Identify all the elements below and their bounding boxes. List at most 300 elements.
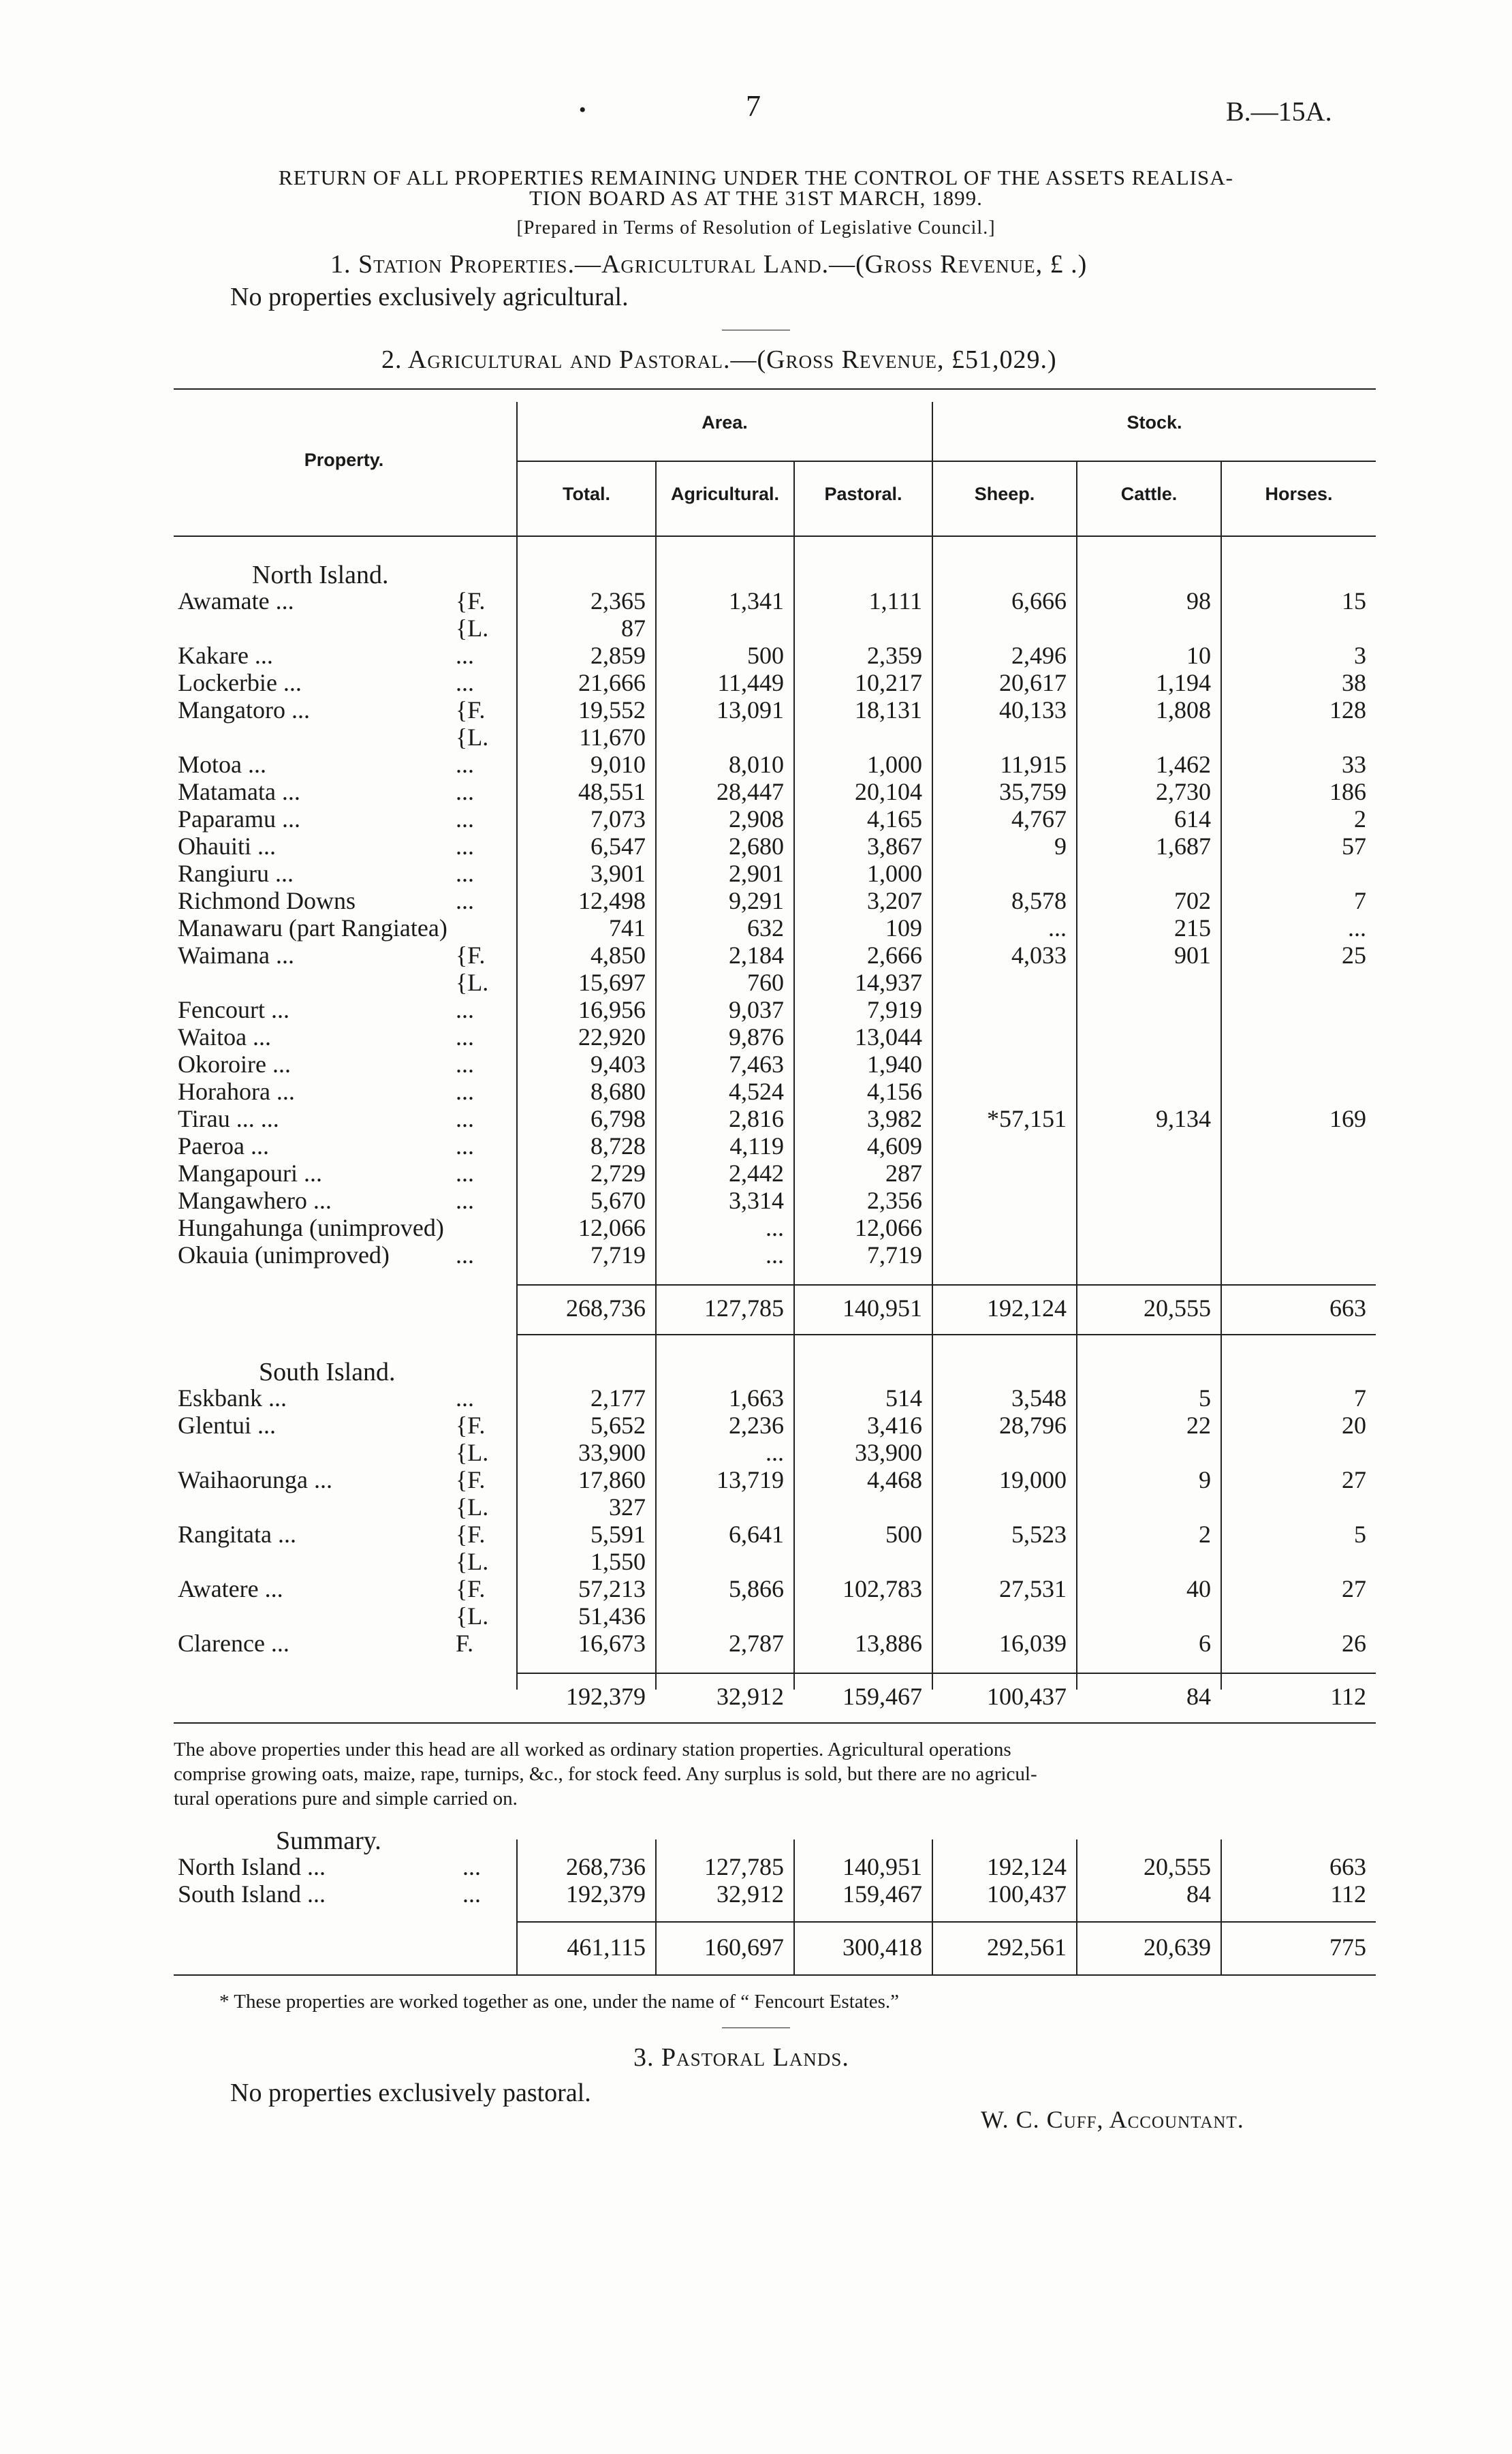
column-cattle: Cattle. bbox=[1120, 484, 1178, 504]
table-row bbox=[174, 1187, 1376, 1214]
cell-horses bbox=[1220, 1023, 1376, 1051]
explanation-line-3: tural operations pure and simple carried on. bbox=[174, 1788, 518, 1810]
table-row bbox=[174, 805, 1376, 833]
cell-total: 6,547 bbox=[590, 833, 646, 860]
cell-pastoral bbox=[793, 615, 932, 642]
cell-mark: {F. bbox=[456, 696, 486, 724]
cell-horses bbox=[1220, 615, 1376, 642]
table-row bbox=[174, 1078, 1376, 1105]
cell-mark: ... bbox=[456, 1160, 474, 1187]
table-row bbox=[174, 914, 1376, 942]
cell-name: Rangiuru ... bbox=[178, 860, 294, 887]
cell-pastoral: 18,131 bbox=[855, 696, 922, 724]
cell-cattle: 2,730 bbox=[1156, 778, 1211, 805]
section-1-note: No properties exclusively agricultural. bbox=[230, 283, 629, 311]
cell-cattle bbox=[1076, 1493, 1220, 1521]
cell-mark: ... bbox=[456, 1023, 474, 1051]
cell-name: Mangawhero ... bbox=[178, 1187, 332, 1214]
cell-pastoral: 3,416 bbox=[867, 1412, 922, 1439]
cell-sheep bbox=[932, 1078, 1076, 1105]
table-row bbox=[174, 1241, 1376, 1269]
cell-horses bbox=[1220, 724, 1376, 751]
cell-sheep: ... bbox=[1048, 914, 1067, 942]
cell-agricultural: 9,876 bbox=[729, 1023, 784, 1051]
cell-total: 8,728 bbox=[590, 1132, 646, 1160]
grand-total-cattle: 20,639 bbox=[1144, 1933, 1211, 1961]
table-row bbox=[174, 615, 1376, 642]
cell-total: 48,551 bbox=[578, 778, 646, 805]
cell-cattle bbox=[1076, 969, 1220, 996]
cell-mark: {L. bbox=[456, 969, 489, 996]
page-reference: B.—15A. bbox=[1226, 96, 1332, 127]
table-row bbox=[174, 696, 1376, 724]
cell-cattle bbox=[1076, 724, 1220, 751]
cell-sheep: 11,915 bbox=[1000, 751, 1067, 778]
north-total-sheep: 192,124 bbox=[987, 1294, 1067, 1322]
table-row bbox=[174, 942, 1376, 969]
cell-name: Clarence ... bbox=[178, 1630, 289, 1657]
south-total-horses: 112 bbox=[1330, 1683, 1366, 1710]
title-line-2: TION BOARD AS AT THE 31ST MARCH, 1899. bbox=[529, 186, 983, 210]
table-row bbox=[174, 860, 1376, 887]
cell-total: 9,010 bbox=[590, 751, 646, 778]
cell-agricultural: 2,901 bbox=[729, 860, 784, 887]
summary-table bbox=[174, 1853, 1376, 1908]
cell-sheep: 19,000 bbox=[999, 1466, 1067, 1493]
column-total: Total. bbox=[563, 484, 610, 504]
cell-total: 5,652 bbox=[590, 1412, 646, 1439]
south-island-total-row bbox=[174, 1683, 1376, 1710]
cell-total: 12,066 bbox=[578, 1214, 646, 1241]
south-total-pastoral: 159,467 bbox=[842, 1683, 922, 1710]
cell-agricultural: 3,314 bbox=[729, 1187, 784, 1214]
grand-total-horses: 775 bbox=[1329, 1933, 1366, 1961]
cell-name bbox=[174, 724, 453, 751]
cell-total: 9,403 bbox=[590, 1051, 646, 1078]
cell-agricultural: 1,341 bbox=[729, 587, 784, 615]
north-total-total: 268,736 bbox=[566, 1294, 646, 1322]
column-agricultural: Agricultural. bbox=[670, 484, 780, 504]
cell-cattle: 9,134 bbox=[1156, 1105, 1211, 1132]
cell-agricultural: 5,866 bbox=[729, 1575, 784, 1602]
cell-pastoral: 102,783 bbox=[842, 1575, 922, 1602]
cell-horses bbox=[1220, 1187, 1376, 1214]
south-total-sheep: 100,437 bbox=[987, 1683, 1067, 1710]
summary-row-south bbox=[174, 1880, 1376, 1908]
summary-grand-total-row bbox=[174, 1933, 1376, 1961]
cell-total: 12,498 bbox=[578, 887, 646, 914]
cell-sheep: 20,617 bbox=[999, 669, 1067, 696]
cell-total: 2,729 bbox=[590, 1160, 646, 1187]
cell-pastoral: 2,666 bbox=[867, 942, 922, 969]
summary-north-horses: 663 bbox=[1329, 1853, 1366, 1880]
cell-sheep bbox=[932, 1602, 1076, 1630]
summary-south-cattle: 84 bbox=[1186, 1880, 1211, 1908]
cell-horses: 57 bbox=[1342, 833, 1366, 860]
cell-sheep: 35,759 bbox=[999, 778, 1067, 805]
cell-name: Kakare ... bbox=[178, 642, 273, 669]
cell-agricultural: 7,463 bbox=[729, 1051, 784, 1078]
cell-mark: F. bbox=[456, 1630, 474, 1657]
cell-name bbox=[174, 969, 453, 996]
cell-mark: ... bbox=[456, 1132, 474, 1160]
summary-north-sheep: 192,124 bbox=[987, 1853, 1067, 1880]
cell-horses: 7 bbox=[1354, 1384, 1366, 1412]
cell-agricultural: 2,680 bbox=[729, 833, 784, 860]
cell-pastoral: 3,982 bbox=[867, 1105, 922, 1132]
cell-pastoral: 1,000 bbox=[867, 751, 922, 778]
cell-mark: {F. bbox=[456, 1575, 486, 1602]
cell-name: Waimana ... bbox=[178, 942, 295, 969]
cell-name: Awatere ... bbox=[178, 1575, 283, 1602]
table-row bbox=[174, 996, 1376, 1023]
cell-name: Awamate ... bbox=[178, 587, 294, 615]
table-row bbox=[174, 1412, 1376, 1439]
cell-pastoral: 2,359 bbox=[867, 642, 922, 669]
summary-north-mark: ... bbox=[462, 1853, 481, 1880]
cell-cattle: 614 bbox=[1174, 805, 1211, 833]
cell-name: Manawaru (part Rangiatea) bbox=[178, 914, 447, 942]
cell-name: Horahora ... bbox=[178, 1078, 295, 1105]
cell-total: 16,956 bbox=[578, 996, 646, 1023]
cell-pastoral: 7,719 bbox=[867, 1241, 922, 1269]
cell-horses bbox=[1220, 1051, 1376, 1078]
cell-total: 5,670 bbox=[590, 1187, 646, 1214]
cell-pastoral: 4,468 bbox=[867, 1466, 922, 1493]
cell-pastoral bbox=[793, 1548, 932, 1575]
grand-total-total: 461,115 bbox=[567, 1933, 646, 1961]
cell-sheep bbox=[932, 860, 1076, 887]
cell-pastoral: 33,900 bbox=[855, 1439, 922, 1466]
cell-total: 327 bbox=[609, 1493, 646, 1521]
cell-agricultural: 6,641 bbox=[729, 1521, 784, 1548]
cell-agricultural bbox=[655, 1493, 793, 1521]
grand-total-pastoral: 300,418 bbox=[842, 1933, 922, 1961]
cell-total: 2,859 bbox=[590, 642, 646, 669]
cell-total: 15,697 bbox=[578, 969, 646, 996]
cell-cattle: 1,462 bbox=[1156, 751, 1211, 778]
cell-agricultural: 2,184 bbox=[729, 942, 784, 969]
cell-agricultural: ... bbox=[766, 1214, 784, 1241]
cell-mark: ... bbox=[456, 778, 474, 805]
cell-name: Waitoa ... bbox=[178, 1023, 272, 1051]
table-row bbox=[174, 833, 1376, 860]
south-total-agricultural: 32,912 bbox=[716, 1683, 784, 1710]
cell-sheep bbox=[932, 996, 1076, 1023]
cell-total: 33,900 bbox=[578, 1439, 646, 1466]
cell-agricultural: 2,236 bbox=[729, 1412, 784, 1439]
summary-south-mark: ... bbox=[462, 1880, 481, 1908]
cell-mark: ... bbox=[456, 887, 474, 914]
cell-total: 5,591 bbox=[590, 1521, 646, 1548]
cell-agricultural: ... bbox=[766, 1241, 784, 1269]
cell-cattle bbox=[1076, 1160, 1220, 1187]
cell-mark: ... bbox=[456, 1105, 474, 1132]
cell-pastoral: 12,066 bbox=[855, 1214, 922, 1241]
summary-south-horses: 112 bbox=[1330, 1880, 1366, 1908]
cell-name: Eskbank ... bbox=[178, 1384, 287, 1412]
cell-name: Ohauiti ... bbox=[178, 833, 276, 860]
cell-agricultural: ... bbox=[766, 1439, 784, 1466]
cell-sheep bbox=[932, 1160, 1076, 1187]
cell-cattle bbox=[1076, 1078, 1220, 1105]
cell-agricultural: 1,663 bbox=[729, 1384, 784, 1412]
cell-agricultural: 760 bbox=[747, 969, 784, 996]
cell-total: 6,798 bbox=[590, 1105, 646, 1132]
cell-horses: 3 bbox=[1354, 642, 1366, 669]
cell-cattle bbox=[1076, 1241, 1220, 1269]
cell-mark: {L. bbox=[456, 1439, 489, 1466]
cell-agricultural: 2,442 bbox=[729, 1160, 784, 1187]
cell-sheep bbox=[932, 969, 1076, 996]
cell-agricultural: 2,787 bbox=[729, 1630, 784, 1657]
cell-cattle: 1,687 bbox=[1156, 833, 1211, 860]
cell-horses bbox=[1220, 1214, 1376, 1241]
summary-south-name: South Island ... bbox=[178, 1880, 326, 1908]
cell-name: Paparamu ... bbox=[178, 805, 300, 833]
explanation-text bbox=[174, 1737, 1376, 1811]
cell-sheep bbox=[932, 1132, 1076, 1160]
cell-horses: 169 bbox=[1329, 1105, 1366, 1132]
explanation-line-2: comprise growing oats, maize, rape, turnips, &c., for stock feed. Any surplus is sold, but there are no agricul- bbox=[174, 1763, 1037, 1785]
cell-mark: ... bbox=[456, 669, 474, 696]
table-row bbox=[174, 969, 1376, 996]
cell-cattle: 40 bbox=[1186, 1575, 1211, 1602]
cell-cattle: 215 bbox=[1174, 914, 1211, 942]
cell-cattle bbox=[1076, 996, 1220, 1023]
cell-agricultural: 13,091 bbox=[716, 696, 784, 724]
table-row bbox=[174, 724, 1376, 751]
summary-heading: Summary. bbox=[276, 1827, 381, 1855]
cell-sheep: 4,033 bbox=[1011, 942, 1067, 969]
cell-cattle bbox=[1076, 1132, 1220, 1160]
table-row bbox=[174, 1023, 1376, 1051]
cell-horses: 38 bbox=[1342, 669, 1366, 696]
cell-agricultural: 28,447 bbox=[716, 778, 784, 805]
table-row bbox=[174, 887, 1376, 914]
cell-mark: ... bbox=[456, 996, 474, 1023]
cell-horses: 27 bbox=[1342, 1466, 1366, 1493]
table-row bbox=[174, 669, 1376, 696]
cell-horses: 5 bbox=[1354, 1521, 1366, 1548]
cell-name: Fencourt ... bbox=[178, 996, 289, 1023]
grand-total-sheep: 292,561 bbox=[987, 1933, 1067, 1961]
cell-agricultural: 13,719 bbox=[716, 1466, 784, 1493]
north-total-horses: 663 bbox=[1329, 1294, 1366, 1322]
cell-mark: {L. bbox=[456, 1493, 489, 1521]
cell-total: 57,213 bbox=[578, 1575, 646, 1602]
grand-total-agricultural: 160,697 bbox=[704, 1933, 784, 1961]
cell-agricultural bbox=[655, 1548, 793, 1575]
cell-cattle: 9 bbox=[1199, 1466, 1211, 1493]
cell-horses bbox=[1220, 969, 1376, 996]
section-1-heading: 1. Station Properties.—Agricultural Land.—(Gross Revenue, £ .) bbox=[330, 250, 1088, 279]
table-row bbox=[174, 1493, 1376, 1521]
cell-total: 22,920 bbox=[578, 1023, 646, 1051]
cell-total: 4,850 bbox=[590, 942, 646, 969]
column-sheep: Sheep. bbox=[974, 484, 1035, 504]
cell-sheep bbox=[932, 1241, 1076, 1269]
cell-mark: {F. bbox=[456, 942, 486, 969]
summary-south-total: 192,379 bbox=[566, 1880, 646, 1908]
cell-pastoral: 1,000 bbox=[867, 860, 922, 887]
cell-agricultural: 2,816 bbox=[729, 1105, 784, 1132]
cell-cattle: 10 bbox=[1186, 642, 1211, 669]
cell-cattle bbox=[1076, 860, 1220, 887]
south-island-table bbox=[174, 1384, 1376, 1657]
cell-horses: 128 bbox=[1329, 696, 1366, 724]
cell-sheep: 3,548 bbox=[1011, 1384, 1067, 1412]
north-island-heading: North Island. bbox=[252, 561, 389, 589]
cell-mark bbox=[453, 914, 516, 942]
cell-sheep: 28,796 bbox=[999, 1412, 1067, 1439]
cell-pastoral: 4,156 bbox=[867, 1078, 922, 1105]
cell-name: Hungahunga (unimproved) bbox=[178, 1214, 444, 1241]
summary-north-pastoral: 140,951 bbox=[842, 1853, 922, 1880]
cell-cattle: 1,194 bbox=[1156, 669, 1211, 696]
cell-name bbox=[174, 1493, 453, 1521]
cell-cattle bbox=[1076, 1214, 1220, 1241]
cell-pastoral: 20,104 bbox=[855, 778, 922, 805]
cell-cattle bbox=[1076, 1023, 1220, 1051]
cell-cattle bbox=[1076, 1051, 1220, 1078]
cell-name: Matamata ... bbox=[178, 778, 300, 805]
cell-mark: ... bbox=[456, 751, 474, 778]
cell-name: Paeroa ... bbox=[178, 1132, 269, 1160]
cell-sheep: 16,039 bbox=[999, 1630, 1067, 1657]
cell-horses bbox=[1220, 1439, 1376, 1466]
cell-total: 741 bbox=[609, 914, 646, 942]
cell-sheep: 27,531 bbox=[999, 1575, 1067, 1602]
cell-pastoral: 7,919 bbox=[867, 996, 922, 1023]
cell-mark: ... bbox=[456, 1384, 474, 1412]
cell-sheep bbox=[932, 1493, 1076, 1521]
cell-horses: 7 bbox=[1354, 887, 1366, 914]
cell-cattle bbox=[1076, 1548, 1220, 1575]
cell-mark: ... bbox=[456, 642, 474, 669]
cell-agricultural: 2,908 bbox=[729, 805, 784, 833]
cell-horses: 20 bbox=[1342, 1412, 1366, 1439]
summary-south-pastoral: 159,467 bbox=[842, 1880, 922, 1908]
cell-agricultural bbox=[655, 615, 793, 642]
cell-horses bbox=[1220, 996, 1376, 1023]
cell-mark: {L. bbox=[456, 1602, 489, 1630]
column-property: Property. bbox=[304, 450, 384, 470]
cell-agricultural: 11,449 bbox=[717, 669, 784, 696]
cell-name bbox=[174, 1602, 453, 1630]
cell-agricultural: 4,119 bbox=[729, 1132, 784, 1160]
table-row bbox=[174, 778, 1376, 805]
cell-cattle: 2 bbox=[1199, 1521, 1211, 1548]
cell-sheep: *57,151 bbox=[987, 1105, 1067, 1132]
section-2-heading: 2. Agricultural and Pastoral.—(Gross Revenue, £51,029.) bbox=[381, 345, 1057, 374]
cell-pastoral: 287 bbox=[885, 1160, 922, 1187]
cell-cattle bbox=[1076, 1602, 1220, 1630]
cell-name: Lockerbie ... bbox=[178, 669, 302, 696]
summary-north-total: 268,736 bbox=[566, 1853, 646, 1880]
table-row bbox=[174, 1214, 1376, 1241]
cell-name: Okauia (unimproved) bbox=[178, 1241, 390, 1269]
cell-cattle bbox=[1076, 1187, 1220, 1214]
cell-sheep: 9 bbox=[1054, 833, 1067, 860]
cell-cattle bbox=[1076, 615, 1220, 642]
column-horses: Horses. bbox=[1265, 484, 1333, 504]
cell-total: 51,436 bbox=[578, 1602, 646, 1630]
table-row bbox=[174, 1439, 1376, 1466]
column-area: Area. bbox=[702, 412, 748, 433]
table-row bbox=[174, 1160, 1376, 1187]
cell-pastoral: 14,937 bbox=[855, 969, 922, 996]
cell-agricultural: 8,010 bbox=[729, 751, 784, 778]
cell-cattle: 22 bbox=[1186, 1412, 1211, 1439]
column-stock: Stock. bbox=[1127, 412, 1182, 433]
cell-agricultural bbox=[655, 724, 793, 751]
cell-mark: ... bbox=[456, 805, 474, 833]
cell-horses bbox=[1220, 1602, 1376, 1630]
table-row bbox=[174, 1466, 1376, 1493]
cell-cattle: 98 bbox=[1186, 587, 1211, 615]
table-row bbox=[174, 1521, 1376, 1548]
north-total-cattle: 20,555 bbox=[1144, 1294, 1211, 1322]
cell-total: 21,666 bbox=[578, 669, 646, 696]
explanation-line-1: The above properties under this head are all worked as ordinary station properties. Agricultural operations bbox=[174, 1739, 1011, 1760]
cell-mark: {F. bbox=[456, 1412, 486, 1439]
prepared-note: [Prepared in Terms of Resolution of Legislative Council.] bbox=[516, 217, 996, 238]
cell-total: 11,670 bbox=[579, 724, 646, 751]
table-row bbox=[174, 751, 1376, 778]
cell-horses bbox=[1220, 860, 1376, 887]
table-row bbox=[174, 642, 1376, 669]
footnote: * These properties are worked together as one, under the name of “ Fencourt Estates.” bbox=[219, 1991, 899, 2013]
cell-agricultural: 9,291 bbox=[729, 887, 784, 914]
cell-mark: ... bbox=[456, 1187, 474, 1214]
cell-name: Tirau ... ... bbox=[178, 1105, 279, 1132]
cell-name: Glentui ... bbox=[178, 1412, 276, 1439]
cell-total: 16,673 bbox=[578, 1630, 646, 1657]
cell-horses bbox=[1220, 1132, 1376, 1160]
cell-mark: {F. bbox=[456, 1466, 486, 1493]
cell-mark: {F. bbox=[456, 587, 486, 615]
table-row bbox=[174, 1630, 1376, 1657]
cell-pastoral: 500 bbox=[885, 1521, 922, 1548]
cell-sheep: 2,496 bbox=[1011, 642, 1067, 669]
signature: W. C. Cuff, Accountant. bbox=[981, 2106, 1244, 2133]
cell-mark: ... bbox=[456, 1051, 474, 1078]
cell-sheep bbox=[932, 1187, 1076, 1214]
summary-north-name: North Island ... bbox=[178, 1853, 326, 1880]
cell-name bbox=[174, 615, 453, 642]
cell-total: 1,550 bbox=[590, 1548, 646, 1575]
cell-total: 7,073 bbox=[590, 805, 646, 833]
cell-cattle: 901 bbox=[1174, 942, 1211, 969]
cell-name bbox=[174, 1439, 453, 1466]
table-row bbox=[174, 1548, 1376, 1575]
cell-mark: ... bbox=[456, 860, 474, 887]
cell-mark: {L. bbox=[456, 615, 489, 642]
cell-total: 87 bbox=[621, 615, 646, 642]
page-number: 7 bbox=[746, 89, 761, 123]
section-3-note: No properties exclusively pastoral. bbox=[230, 2079, 591, 2107]
cell-pastoral: 1,940 bbox=[867, 1051, 922, 1078]
cell-horses: 27 bbox=[1342, 1575, 1366, 1602]
cell-sheep bbox=[932, 1023, 1076, 1051]
cell-agricultural bbox=[655, 1602, 793, 1630]
cell-agricultural: 9,037 bbox=[729, 996, 784, 1023]
cell-mark: ... bbox=[456, 833, 474, 860]
cell-pastoral: 10,217 bbox=[855, 669, 922, 696]
cell-name: Okoroire ... bbox=[178, 1051, 291, 1078]
south-total-cattle: 84 bbox=[1186, 1683, 1211, 1710]
